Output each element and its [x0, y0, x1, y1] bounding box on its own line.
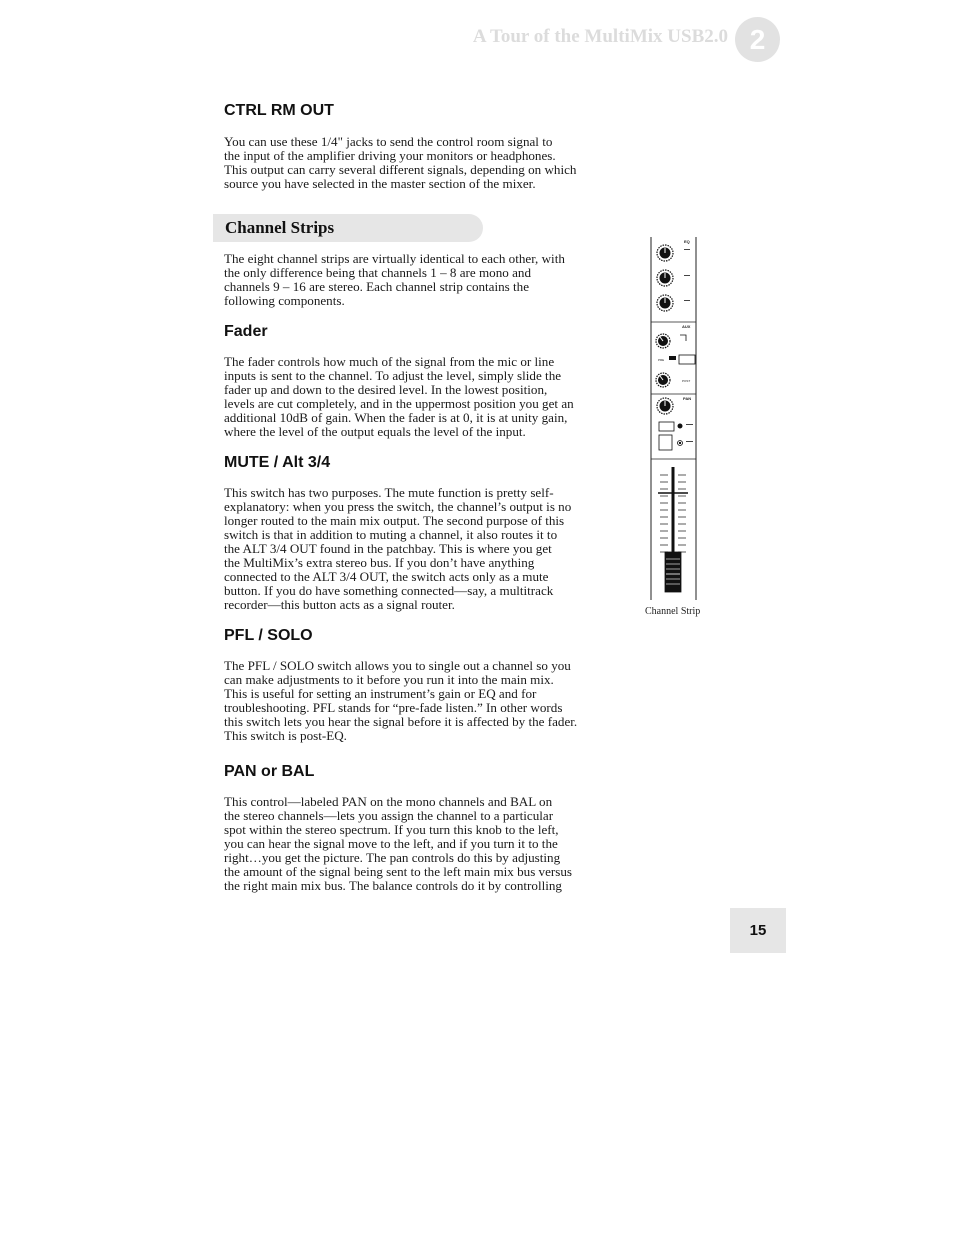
text-line: switch is that in addition to muting a channel, it also routes it to [224, 527, 558, 542]
pre-label: PRE [658, 358, 665, 362]
channel-strip-illustration [650, 237, 698, 600]
text-line: button. If you do have something connected—say, a multitrack [224, 583, 554, 598]
aux-pre-indicator [669, 356, 676, 360]
heading-mute-alt: MUTE / Alt 3/4 [224, 454, 331, 471]
text-line: explanatory: when you press the switch, the channel’s output is no [224, 499, 572, 514]
paragraph-mute-alt [224, 486, 604, 612]
text-line: can make adjustments to it before you run it into the main mix. [224, 672, 554, 687]
text-line: following components. [224, 293, 345, 308]
mute-alt-button [659, 435, 672, 450]
figure-caption: Channel Strip [645, 606, 701, 617]
text-line: inputs is sent to the channel. To adjust the level, simply slide the [224, 368, 562, 383]
heading-ctrl-rm-out: CTRL RM OUT [224, 102, 334, 119]
eq-high-knob [657, 245, 673, 261]
aux-1-knob [656, 334, 670, 348]
text-line: longer routed to the main mix output. The second purpose of this [224, 513, 565, 528]
page-number: 15 [730, 908, 786, 953]
paragraph-ctrl-rm-out [224, 135, 604, 191]
text-line: where the level of the output equals the level of the input. [224, 424, 526, 439]
text-line: You can use these 1/4" jacks to send the control room signal to [224, 134, 553, 149]
text-line: recorder—this button acts as a signal router. [224, 597, 455, 612]
paragraph-channel-strips [224, 252, 604, 308]
text-line: the MultiMix’s extra stereo bus. If you don’t have anything [224, 555, 535, 570]
text-line: levels are cut completely, and in the uppermost position you get an [224, 396, 574, 411]
eq-section-label: EQ [684, 239, 690, 244]
text-line: This control—labeled PAN on the mono channels and BAL on [224, 794, 553, 809]
pan-section-label: PAN [683, 396, 692, 401]
fader-cap [665, 552, 681, 592]
heading-pfl-solo: PFL / SOLO [224, 627, 313, 644]
chapter-number-badge: 2 [735, 17, 780, 62]
text-line: this switch lets you hear the signal before it is affected by the fader. [224, 714, 578, 729]
aux-2-knob [656, 373, 670, 387]
aux-pre-post-switch [679, 355, 695, 364]
text-line: This is useful for setting an instrument’s gain or EQ and for [224, 686, 537, 701]
text-line: This output can carry several different signals, depending on which [224, 162, 577, 177]
post-label: POST [682, 379, 691, 383]
text-line: This switch has two purposes. The mute function is pretty self- [224, 485, 554, 500]
pan-knob [657, 398, 673, 414]
eq-mid-knob [657, 270, 673, 286]
section-title-channel-strips: Channel Strips [225, 218, 335, 237]
text-line: the only difference being that channels 1 – 8 are mono and [224, 265, 531, 280]
eq-low-knob [657, 295, 673, 311]
text-line: The eight channel strips are virtually identical to each other, with [224, 251, 565, 266]
text-line: spot within the stereo spectrum. If you turn this knob to the left, [224, 822, 559, 837]
text-line: you can hear the signal move to the left, and if you turn it to the [224, 836, 558, 851]
text-line: source you have selected in the master section of the mixer. [224, 176, 536, 191]
paragraph-fader [224, 355, 604, 439]
text-line: the stereo channels—lets you assign the channel to a particular [224, 808, 554, 823]
text-line: troubleshooting. PFL stands for “pre-fade listen.” In other words [224, 700, 563, 715]
text-line: the amount of the signal being sent to the left main mix bus versus [224, 864, 573, 879]
text-line: connected to the ALT 3/4 OUT, the switch acts only as a mute [224, 569, 549, 584]
text-line: additional 10dB of gain. When the fader is at 0, it is at unity gain, [224, 410, 568, 425]
running-header-title: A Tour of the MultiMix USB2.0 [472, 26, 728, 47]
text-line: the right main mix bus. The balance controls do it by controlling [224, 878, 562, 893]
text-line: the input of the amplifier driving your monitors or headphones. [224, 148, 556, 163]
text-line: The PFL / SOLO switch allows you to single out a channel so you [224, 658, 571, 673]
paragraph-pfl-solo [224, 659, 604, 743]
heading-pan-bal: PAN or BAL [224, 763, 315, 780]
text-line: fader up and down to the desired level. In the lowest position, [224, 382, 548, 397]
text-line: This switch is post-EQ. [224, 728, 347, 743]
text-line: right…you get the picture. The pan controls do this by adjusting [224, 850, 561, 865]
heading-fader: Fader [224, 323, 268, 340]
aux-section-label: AUX [682, 324, 691, 329]
text-line: the ALT 3/4 OUT found in the patchbay. This is where you get [224, 541, 552, 556]
pfl-led-icon [678, 424, 683, 429]
pfl-solo-button [659, 422, 674, 431]
text-line: channels 9 – 16 are stereo. Each channel strip contains the [224, 279, 530, 294]
paragraph-pan-bal [224, 795, 604, 893]
text-line: The fader controls how much of the signal from the mic or line [224, 354, 555, 369]
